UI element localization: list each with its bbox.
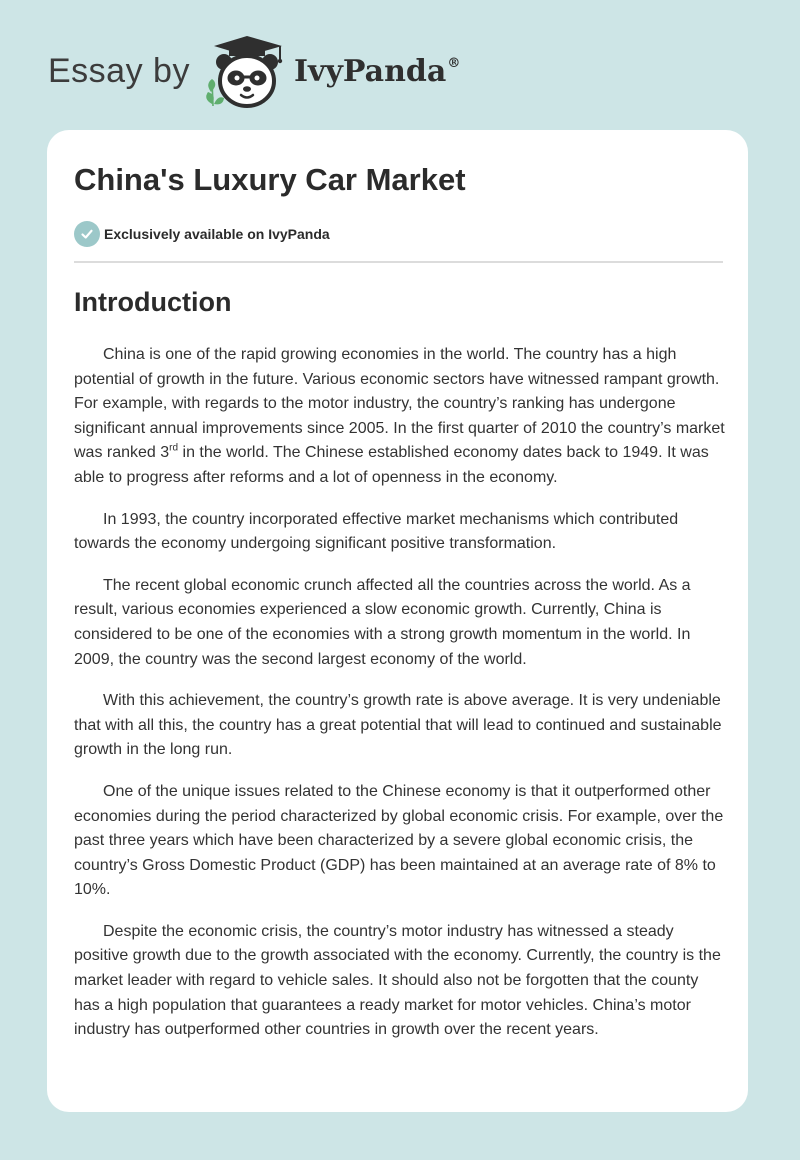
paragraph: China is one of the rapid growing economies in the world. The country has a high potential of growth in the future. Various economic sectors have witnessed rampant growth. For example, with regards to the motor industry, the country’s ranking has undergone significant annual improvements since 2005. In the first quarter of 2010 the country’s market was ranked 3rd in the world. The Chinese established economy dates back to 1949. It was able to progress after reforms and a lot of openness in the economy.: [74, 346, 725, 486]
paragraph: In 1993, the country incorporated effective market mechanisms which contributed towards the economy undergoing significant positive transformation.: [74, 510, 679, 553]
exclusive-label: Exclusively available on IvyPanda: [104, 226, 330, 242]
article-body: [74, 343, 726, 1060]
paragraph: One of the unique issues related to the Chinese economy is that it outperformed other economies during the period characterized by global economic crisis. For example, over the past three years which have been characterized by a severe global economic crisis, the country’s Gross Domestic Product (GDP) has been maintained at an average rate of 8% to 10%.: [74, 782, 724, 899]
article-title: China's Luxury Car Market: [74, 162, 466, 197]
article-card: [47, 130, 748, 1112]
paragraph: Despite the economic crisis, the country’s motor industry has witnessed a steady positive growth due to the growth associated with the economy. Currently, the country is the market leader with regard to vehicle sales. It should also not be forgotten that the county has a high population that guarantees a ready market for motor vehicles. China’s motor industry has outperformed other countries in growth over the recent years.: [74, 922, 721, 1039]
site-header: [48, 34, 508, 110]
section-heading-introduction: Introduction: [74, 287, 232, 317]
divider: [74, 261, 723, 263]
brand-logo-text[interactable]: IvyPanda®: [294, 54, 461, 89]
check-icon: [74, 221, 100, 247]
paragraph: With this achievement, the country’s growth rate is above average. It is very undeniable that with all this, the country has a great potential that will lead to continued and sustainable growth in the long run.: [74, 692, 722, 759]
exclusive-badge: [74, 221, 330, 247]
paragraph: The recent global economic crunch affected all the countries across the world. As a result, various economies experienced a slow economic growth. Currently, China is considered to be one of the economies with a strong growth momentum in the world. In 2009, the country was the second largest economy of the world.: [74, 576, 691, 668]
panda-graduate-icon[interactable]: [202, 34, 288, 110]
essay-by-label: Essay by: [48, 52, 190, 90]
registered-mark: ®: [447, 56, 461, 71]
